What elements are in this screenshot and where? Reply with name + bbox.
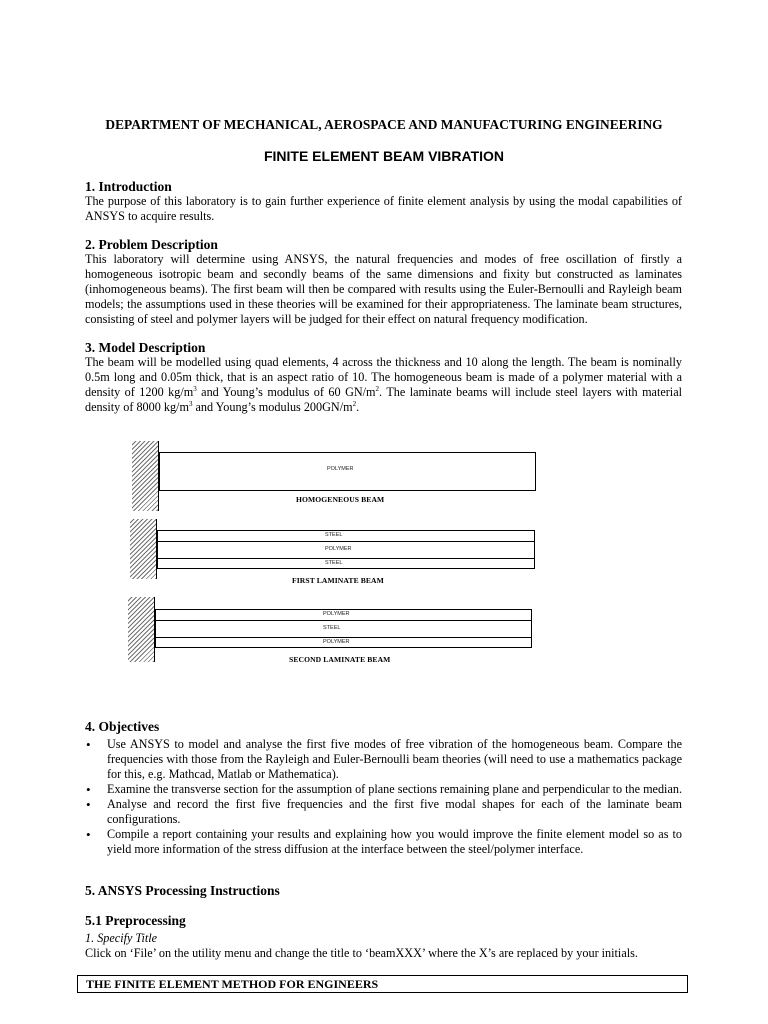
- introduction-heading: 1. Introduction: [85, 179, 172, 194]
- beam-layer: POLYMER: [156, 637, 531, 647]
- fixed-support-hatch: [128, 597, 155, 662]
- homogeneous-beam: [159, 452, 536, 491]
- first-laminate-beam-caption: FIRST LAMINATE BEAM: [292, 576, 384, 585]
- list-item: • Examine the transverse section for the assumption of plane sections remaining plane and perpendicular to the median.: [85, 782, 682, 797]
- beam-layer: POLYMER: [323, 611, 350, 617]
- problem-text: This laboratory will determine using ANSYS, the natural frequencies and modes of free oscillation of firstly a homogeneous isotropic beam and secondly beams of the same dimensions and fixity but constructed as laminates (inhomogeneous beams). The first beam will then be compared with results using the Euler-Bernoulli and Rayleigh beam models; the assumptions used in these theories will be examined for their appropriateness. The laminate beam structures, consisting of steel and polymer layers will be judged for their effect on natural frequency modification.: [85, 252, 682, 326]
- department-heading: DEPARTMENT OF MECHANICAL, AEROSPACE AND MANUFACTURING ENGINEERING: [105, 117, 663, 132]
- second-laminate-beam: [155, 609, 532, 648]
- footer-banner: THE FINITE ELEMENT METHOD FOR ENGINEERS: [77, 975, 688, 993]
- list-item: • Analyse and record the first five frequencies and the first five modal shapes for each of the laminate beam configurations.: [85, 797, 682, 827]
- second-laminate-beam-caption: SECOND LAMINATE BEAM: [289, 655, 391, 664]
- fixed-support-hatch: [130, 519, 157, 579]
- document-title: FINITE ELEMENT BEAM VIBRATION: [263, 148, 505, 164]
- first-laminate-beam: [157, 530, 535, 569]
- model-text: The beam will be modelled using quad elements, 4 across the thickness and 10 along the length. The beam is nominally 0.5m long and 0.05m thick, that is an aspect ratio of 10. The homogeneous beam is made of a polymer material with a density of 1200 $kg/m^3$ and Young’s modulus of 60 $GN/m^2$. The laminate beams will include steel layers with material density of 8000 $kg/m^3$ and Young’s modulus $200GN/m^2$.: [85, 355, 682, 414]
- problem-heading: 2. Problem Description: [85, 237, 218, 252]
- beam-layer: STEEL: [325, 532, 343, 538]
- list-item: • Use ANSYS to model and analyse the first five modes of free vibration of the homogeneous beam. Compare the frequencies with those from the Rayleigh and Euler-Bernoulli beam theories (will need to use a mathematics package for this, e.g. Mathcad, Matlab or Mathematica).: [85, 737, 682, 782]
- fixed-support-hatch: [132, 441, 159, 511]
- list-item: • Compile a report containing your results and explaining how you would improve the finite element model so as to yield more information of the stress diffusion at the interface between the steel/polymer interface.: [85, 827, 682, 857]
- beam-layer: POLYMER: [158, 541, 534, 558]
- preprocessing-heading: 5.1 Preprocessing: [85, 913, 186, 928]
- objectives-list: [85, 737, 682, 857]
- ansys-heading: 5. ANSYS Processing Instructions: [85, 883, 280, 898]
- beam-layer: STEEL: [156, 620, 531, 637]
- beam-layer: POLYMER: [327, 466, 354, 472]
- introduction-text: The purpose of this laboratory is to gain further experience of finite element analysis by using the modal capabilities of ANSYS to acquire results.: [85, 194, 682, 223]
- step-specify-title: 1. Specify Title: [85, 931, 158, 945]
- objectives-heading: 4. Objectives: [85, 719, 160, 734]
- beam-layer: STEEL: [158, 558, 534, 568]
- model-heading: 3. Model Description: [85, 340, 206, 355]
- step-specify-title-text: Click on ‘File’ on the utility menu and change the title to ‘beamXXX’ where the X’s are replaced by your initials.: [85, 946, 638, 960]
- homogeneous-beam-caption: HOMOGENEOUS BEAM: [296, 495, 385, 504]
